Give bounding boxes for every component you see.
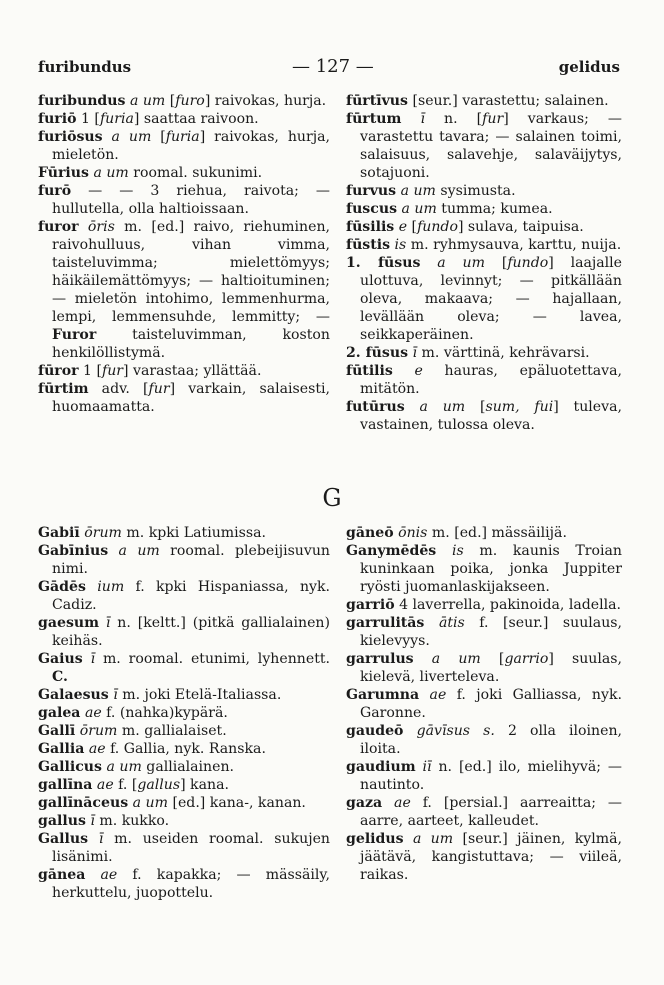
entry-headword: gallīnāceus	[38, 795, 129, 811]
entry-text: roomal. plebeijisuvun nimi.	[52, 543, 331, 577]
entry-grammar: furo	[175, 93, 205, 109]
dictionary-entry	[38, 614, 330, 650]
entry-grammar: ī	[420, 111, 425, 127]
entry-text: [	[480, 651, 505, 667]
entry-text	[403, 723, 416, 739]
dictionary-entry	[346, 92, 622, 110]
dictionary-entry	[346, 254, 622, 344]
dictionary-entry	[38, 362, 330, 380]
entry-text: m. värttinä, kehrävarsi.	[417, 345, 590, 361]
entry-grammar: is	[451, 543, 464, 559]
dictionary-entry	[38, 686, 330, 704]
dictionary-entry	[38, 164, 330, 182]
entry-text: m. [ed.] mässäilijä.	[427, 525, 567, 541]
entry-text: 1 [	[78, 363, 102, 379]
entry-text: f. Gallia, nyk. Ranska.	[105, 741, 266, 757]
dictionary-entry	[38, 866, 330, 902]
entry-headword: garrulus	[346, 651, 414, 667]
entry-headword: fūrtīvus	[346, 93, 408, 109]
entry-grammar: is	[394, 237, 407, 253]
entry-grammar: ī	[98, 831, 104, 847]
dictionary-entry	[346, 182, 622, 200]
dictionary-entry	[38, 740, 330, 758]
entry-grammar: s.	[483, 723, 495, 739]
dictionary-entry	[38, 92, 330, 110]
page-header	[38, 58, 620, 80]
entry-text: f. joki Galliassa, nyk. Garonne.	[360, 687, 622, 721]
column-left-top	[38, 92, 330, 416]
entry-text: [seur.] jäinen, kylmä, jäätävä, kangistuttava; — viileä, raikas.	[360, 831, 623, 883]
entry-grammar: ae	[394, 795, 411, 811]
entry-grammar: a um	[400, 183, 436, 199]
entry-text: f. [	[113, 777, 138, 793]
entry-text	[88, 831, 99, 847]
entry-headword: Galaesus	[38, 687, 109, 703]
entry-grammar: ōrum	[84, 525, 122, 541]
entry-text: ] varkain, salaisesti, huomaamatta.	[52, 381, 330, 415]
dictionary-entry	[346, 794, 622, 830]
entry-text: [	[165, 93, 176, 109]
entry-text: ] varastaa; yllättää.	[123, 363, 262, 379]
dictionary-entry	[346, 596, 622, 614]
entry-grammar: a um	[106, 759, 142, 775]
dictionary-entry	[38, 128, 330, 164]
entry-grammar: garrio	[504, 651, 549, 667]
entry-text: tumma; kumea.	[436, 201, 553, 217]
entry-text: [seur.] varastettu; salainen.	[407, 93, 609, 109]
dictionary-entry	[38, 758, 330, 776]
entry-grammar: ōris	[87, 219, 115, 235]
entry-grammar: ae	[429, 687, 447, 703]
entry-headword: gānea	[38, 867, 86, 883]
entry-headword: furvus	[346, 183, 397, 199]
entry-headword: fuscus	[346, 201, 398, 217]
dictionary-entry	[38, 650, 330, 686]
entry-grammar: e	[398, 219, 408, 235]
dictionary-entry	[38, 794, 330, 812]
entry-headword: gaesum	[38, 615, 100, 631]
entry-text: [	[407, 219, 418, 235]
entry-grammar: a um	[431, 651, 481, 667]
entry-text: f. kpki Hispaniassa, nyk. Cadiz.	[52, 579, 330, 613]
entry-text	[420, 255, 437, 271]
dictionary-entry	[38, 380, 330, 416]
entry-text	[419, 687, 429, 703]
entry-grammar: fur	[148, 381, 170, 397]
entry-headword: furiōsus	[38, 129, 103, 145]
entry-headword: gaudium	[346, 759, 416, 775]
entry-headword: galea	[38, 705, 81, 721]
entry-grammar: gallus	[137, 777, 181, 793]
entry-text	[416, 759, 423, 775]
entry-text: roomal. sukunimi.	[128, 165, 263, 181]
entry-grammar: ī	[412, 345, 418, 361]
entry-text: n. [keltt.] (pitkä gallialainen) keihäs.	[52, 615, 330, 649]
entry-headword: gāneō	[346, 525, 394, 541]
entry-text: m. [ed.] raivo, riehuminen, raivohulluus, vihan vimma, taisteluvimma; mielettömyys; häikäilemättömyys; — haltioituminen; — mieletön intohimo, lemmenhurma, lempi, lemmensuhde, lemmitty; —	[52, 219, 330, 325]
entry-headword: furiō	[38, 111, 77, 127]
dictionary-entry	[38, 776, 330, 794]
entry-headword: Gallicus	[38, 759, 102, 775]
column-left-bottom	[38, 524, 330, 902]
dictionary-entry	[346, 524, 622, 542]
entry-grammar: a um	[419, 399, 466, 415]
entry-grammar: a um	[129, 93, 166, 109]
entry-grammar: fundo	[507, 255, 549, 271]
entry-text: — — 3 riehua, raivota; — hullutella, olla haltioissaan.	[52, 183, 330, 217]
entry-text: sysimusta.	[435, 183, 516, 199]
entry-text: ] varkaus; — varastettu tavara; — salainen toimi, salaisuus, salavehje, salaväijytys, sotajuoni.	[360, 111, 622, 181]
entry-text: hauras, epäluotettava, mitätön.	[360, 363, 622, 397]
entry-text: m. gallialaiset.	[117, 723, 227, 739]
entry-headword: fūrtim	[38, 381, 89, 397]
dictionary-entry	[38, 524, 330, 542]
entry-grammar: a um	[111, 129, 152, 145]
entry-grammar: a um	[132, 795, 168, 811]
entry-text: m. roomal. etunimi, lyhennett.	[95, 651, 331, 667]
entry-text: m. kaunis Troian kuninkaan poika, jonka Juppiter ryösti juomanlaskijakseen.	[360, 543, 623, 595]
entry-grammar: fur	[482, 111, 504, 127]
entry-headword: Garumna	[346, 687, 420, 703]
entry-text: ] raivokas, hurja.	[204, 93, 327, 109]
entry-grammar: gāvīsus	[416, 723, 471, 739]
entry-headword: fūstis	[346, 237, 391, 253]
entry-text	[108, 543, 118, 559]
dictionary-entry	[346, 650, 622, 686]
entry-text	[436, 543, 452, 559]
dictionary-entry	[38, 722, 330, 740]
entry-grammar: ī	[90, 651, 96, 667]
dictionary-entry	[346, 344, 622, 362]
entry-grammar: e	[414, 363, 423, 379]
entry-text: m. kpki Latiumissa.	[121, 525, 267, 541]
entry-grammar: ae	[100, 867, 118, 883]
entry-headword: fūrtum	[346, 111, 402, 127]
entry-text: f. [persial.] aarreaitta; — aarre, aarteet, kalleudet.	[360, 795, 622, 829]
entry-headword: fūsilis	[346, 219, 395, 235]
entry-text	[414, 651, 432, 667]
entry-grammar: ātis	[438, 615, 465, 631]
entry-text: m. useiden roomal. sukujen lisänimi.	[52, 831, 330, 865]
entry-grammar: a um	[401, 201, 437, 217]
entry-text: taisteluvimman, koston henkilöllistymä.	[52, 327, 330, 361]
entry-headword: gaudeō	[346, 723, 404, 739]
dictionary-entry	[346, 110, 622, 182]
entry-headword: 2. fūsus	[346, 345, 409, 361]
entry-text: m. ryhmysauva, karttu, nuija.	[406, 237, 622, 253]
entry-text: f. [seur.] suulaus, kielevyys.	[360, 615, 622, 649]
entry-grammar: ī	[90, 813, 95, 829]
dictionary-entry	[346, 614, 622, 650]
dictionary-entry	[346, 758, 622, 794]
entry-grammar: sum, fui	[485, 399, 554, 415]
entry-grammar: ium	[97, 579, 125, 595]
entry-text	[103, 129, 112, 145]
dictionary-entry	[346, 362, 622, 398]
entry-grammar: ae	[96, 777, 114, 793]
entry-text: [	[151, 129, 166, 145]
entry-grammar: furia	[165, 129, 200, 145]
dictionary-entry	[346, 398, 622, 434]
entry-headword: gallus	[38, 813, 86, 829]
entry-text	[83, 651, 91, 667]
entry-text: gallialainen.	[141, 759, 235, 775]
entry-text: [	[465, 399, 486, 415]
dictionary-entry	[346, 236, 622, 254]
entry-grammar: furia	[99, 111, 134, 127]
dictionary-entry	[346, 830, 622, 884]
dictionary-entry	[38, 704, 330, 722]
entry-headword: C.	[52, 669, 68, 685]
entry-text: f. (nahka)kypärä.	[101, 705, 228, 721]
entry-grammar: fundo	[417, 219, 458, 235]
entry-headword: garrulitās	[346, 615, 425, 631]
entry-headword: furō	[38, 183, 72, 199]
entry-text: m. kukko.	[94, 813, 170, 829]
entry-text: ] kana.	[180, 777, 229, 793]
dictionary-entry	[38, 110, 330, 128]
entry-grammar: ae	[84, 705, 102, 721]
entry-grammar: a um	[437, 255, 485, 271]
entry-grammar: ī	[113, 687, 118, 703]
entry-headword: gaza	[346, 795, 383, 811]
entry-text: n. [	[424, 111, 483, 127]
entry-text: n. [ed.] ilo, mielihyvä; — nautinto.	[360, 759, 622, 793]
dictionary-entry	[38, 812, 330, 830]
column-right-top	[346, 92, 622, 434]
dictionary-entry	[38, 830, 330, 866]
entry-text: 2 olla iloinen, iloita.	[360, 723, 623, 757]
entry-grammar: a um	[412, 831, 454, 847]
dictionary-entry	[38, 578, 330, 614]
dictionary-entry	[346, 200, 622, 218]
entry-headword: 1. fūsus	[346, 255, 421, 271]
section-letter: G	[322, 484, 342, 512]
dictionary-entry	[346, 218, 622, 236]
entry-text	[79, 219, 88, 235]
entry-headword: Gallia	[38, 741, 85, 757]
entry-text: ] tuleva, vastainen, tulossa oleva.	[360, 399, 622, 433]
entry-text	[401, 111, 420, 127]
entry-headword: Gabīnius	[38, 543, 109, 559]
page-number: — 127 —	[292, 56, 374, 77]
dictionary-entry	[38, 218, 330, 362]
entry-headword: Furor	[52, 327, 97, 343]
entry-headword: fūror	[38, 363, 79, 379]
entry-text	[99, 615, 106, 631]
entry-text: ] suulas, kielevä, liverteleva.	[360, 651, 622, 685]
header-left-guideword: furibundus	[38, 58, 132, 76]
entry-grammar: ōrum	[79, 723, 118, 739]
entry-headword: furibundus	[38, 93, 126, 109]
header-right-guideword: gelidus	[558, 58, 620, 76]
entry-headword: Gallī	[38, 723, 76, 739]
entry-text	[424, 615, 439, 631]
entry-text: adv. [	[88, 381, 149, 397]
entry-headword: Gallus	[38, 831, 89, 847]
entry-text: f. kapakka; — mässäily, herkuttelu, juopottelu.	[52, 867, 331, 901]
entry-grammar: ōnis	[398, 525, 428, 541]
entry-headword: gallīna	[38, 777, 93, 793]
entry-text: [	[484, 255, 508, 271]
entry-headword: fūtilis	[346, 363, 393, 379]
entry-text: ] raivokas, hurja, mieletön.	[52, 129, 330, 163]
dictionary-entry	[346, 542, 622, 596]
dictionary-entry	[38, 182, 330, 218]
entry-text: 1 [	[76, 111, 100, 127]
entry-headword: garriō	[346, 597, 395, 613]
entry-text	[393, 363, 415, 379]
entry-headword: futūrus	[346, 399, 405, 415]
entry-text	[85, 867, 100, 883]
column-right-bottom	[346, 524, 622, 884]
entry-headword: Fūrius	[38, 165, 89, 181]
entry-text	[382, 795, 394, 811]
entry-text: [ed.] kana-, kanan.	[167, 795, 306, 811]
entry-text	[86, 579, 97, 595]
entry-text: ] laajalle ulottuva, levinnyt; — pitkällään oleva, makaava; — hajallaan, levällään oleva; — lavea, seikkaperäinen.	[360, 255, 623, 343]
dictionary-entry	[38, 542, 330, 578]
entry-text: 4 laverrella, pakinoida, ladella.	[394, 597, 622, 613]
entry-grammar: a um	[118, 543, 160, 559]
entry-grammar: a um	[93, 165, 129, 181]
entry-text	[404, 831, 413, 847]
entry-text: ] sulava, taipuisa.	[457, 219, 584, 235]
entry-headword: Ganymēdēs	[346, 543, 437, 559]
entry-text: m. joki Etelä-Italiassa.	[117, 687, 282, 703]
entry-headword: gelidus	[346, 831, 404, 847]
entry-text	[405, 399, 420, 415]
entry-headword: furor	[38, 219, 79, 235]
entry-grammar: ae	[88, 741, 106, 757]
entry-headword: Gaius	[38, 651, 83, 667]
entry-text: ] saattaa raivoon.	[133, 111, 259, 127]
entry-text	[470, 723, 483, 739]
entry-headword: Gādēs	[38, 579, 86, 595]
entry-grammar: fur	[102, 363, 124, 379]
entry-grammar: iī	[422, 759, 432, 775]
entry-grammar: ī	[105, 615, 111, 631]
dictionary-entry	[346, 722, 622, 758]
entry-headword: Gabiī	[38, 525, 80, 541]
dictionary-entry	[346, 686, 622, 722]
